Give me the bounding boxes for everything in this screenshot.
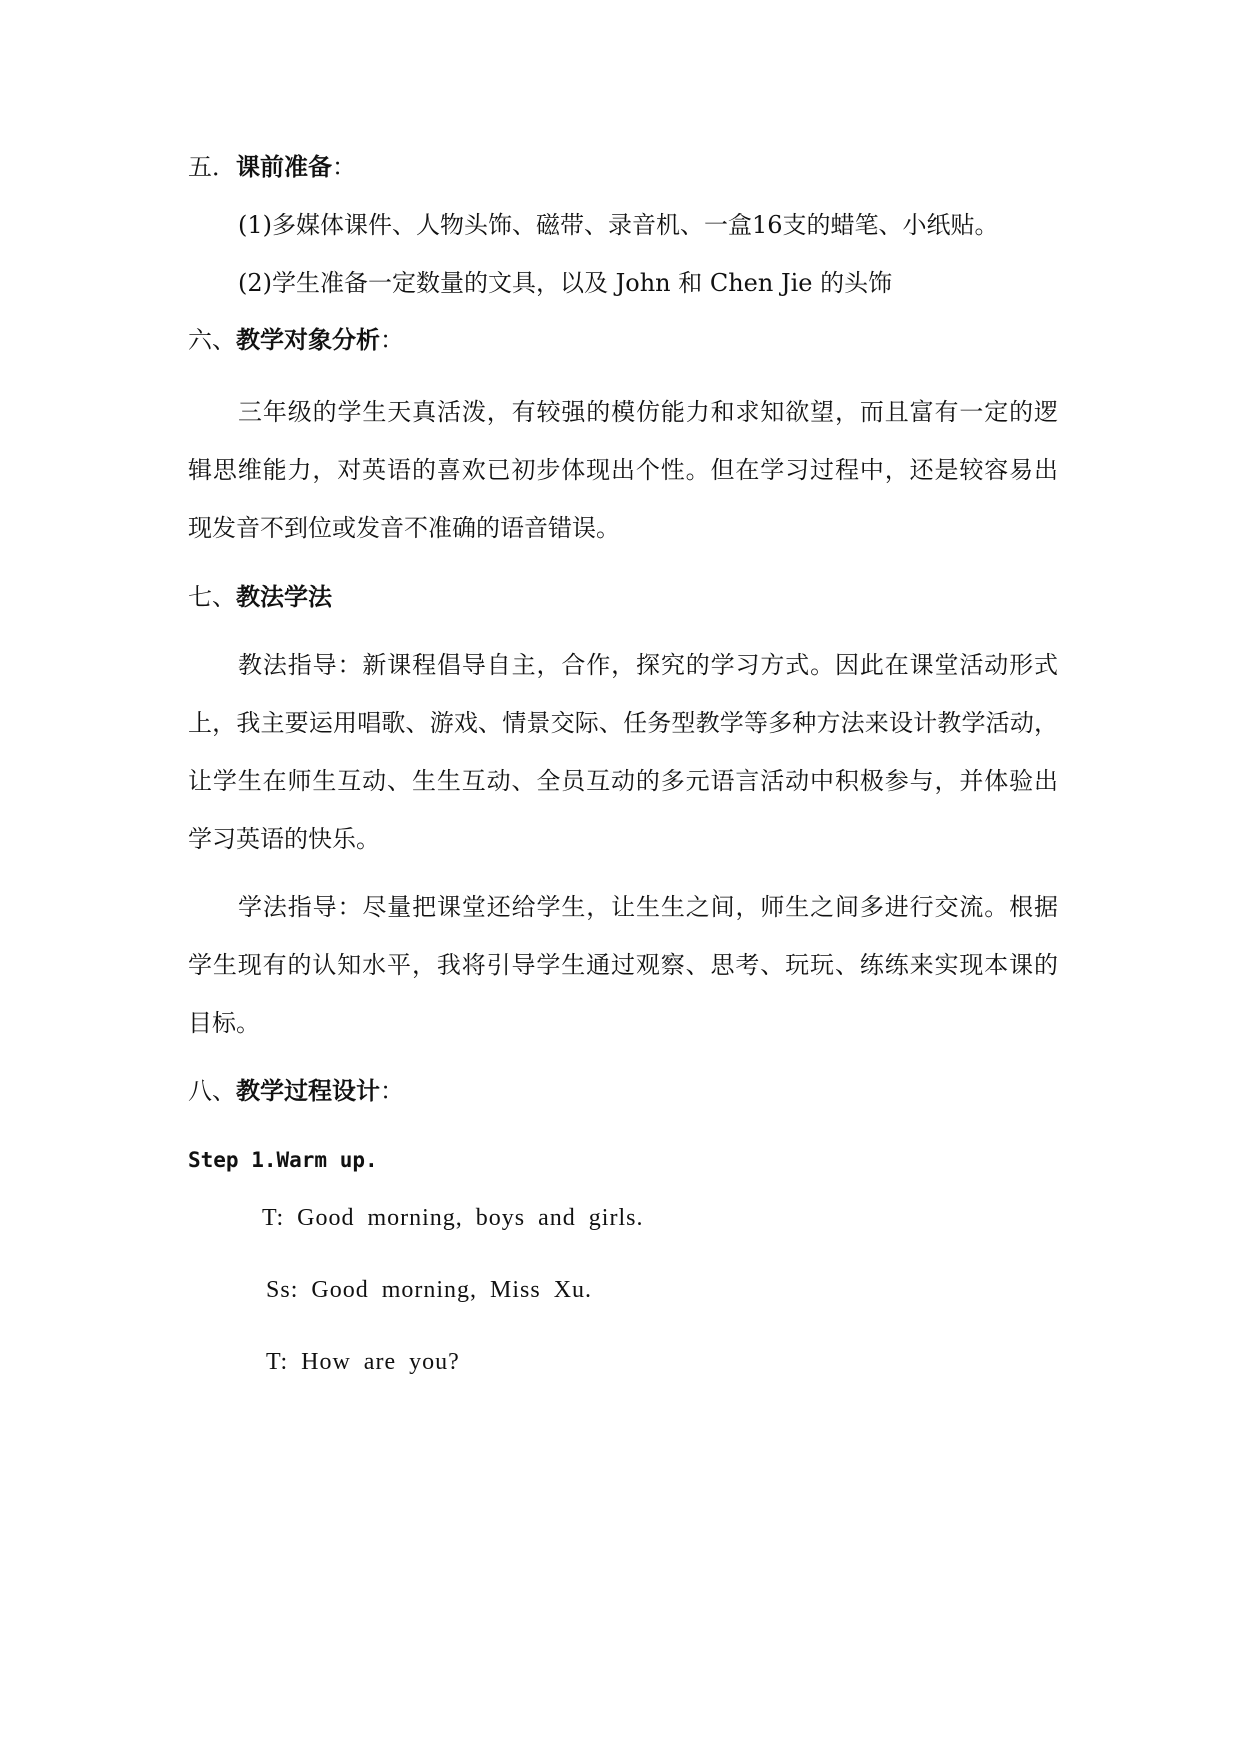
study-line-2: 学生现有的认知水平，我将引导学生通过观察、思考、玩玩、练练来实现本课的	[188, 951, 1058, 979]
step-1-heading: Step 1.Warm up.	[188, 1148, 378, 1172]
section-8-number: 八、	[188, 1077, 236, 1105]
study-line-3: 目标。	[188, 1009, 260, 1037]
method-line-3: 让学生在师生互动、生生互动、全员互动的多元语言活动中积极参与，并体验出	[188, 767, 1058, 795]
analysis-line-2: 辑思维能力，对英语的喜欢已初步体现出个性。但在学习过程中，还是较容易出	[188, 456, 1058, 484]
section-7-heading	[188, 582, 332, 612]
prep-item-2: (2)学生准备一定数量的文具，以及 John 和 Chen Jie 的头饰	[238, 269, 893, 297]
section-6-colon: ：	[380, 326, 404, 354]
section-8-title: 教学过程设计	[236, 1076, 380, 1105]
section-5-title: 课前准备	[236, 152, 332, 181]
section-5-colon: ：	[332, 153, 356, 181]
section-8-heading	[188, 1076, 404, 1106]
method-line-1: 教法指导：新课程倡导自主，合作，探究的学习方式。因此在课堂活动形式	[238, 651, 1058, 679]
analysis-line-3: 现发音不到位或发音不准确的语音错误。	[188, 514, 620, 542]
section-5-number: 五．	[188, 153, 236, 181]
analysis-line-1: 三年级的学生天真活泼，有较强的模仿能力和求知欲望，而且富有一定的逻	[238, 398, 1058, 426]
method-line-2: 上，我主要运用唱歌、游戏、情景交际、任务型教学等多种方法来设计教学活动，	[188, 709, 1058, 737]
dialog-line-2: Ss: Good morning, Miss Xu.	[266, 1277, 593, 1303]
section-6-number: 六、	[188, 326, 236, 354]
dialog-line-3: T: How are you?	[266, 1349, 460, 1375]
section-7-number: 七、	[188, 583, 236, 611]
section-6-title: 教学对象分析	[236, 325, 380, 354]
study-line-1: 学法指导：尽量把课堂还给学生，让生生之间，师生之间多进行交流。根据	[238, 893, 1058, 921]
dialog-line-1: T: Good morning, boys and girls.	[262, 1205, 644, 1231]
section-7-title: 教法学法	[236, 582, 332, 611]
prep-item-1: (1)多媒体课件、人物头饰、磁带、录音机、一盒16支的蜡笔、小纸贴。	[238, 211, 999, 239]
section-6-heading	[188, 325, 404, 355]
section-5-heading	[188, 152, 356, 182]
method-line-4: 学习英语的快乐。	[188, 825, 380, 853]
section-8-colon: ：	[380, 1077, 404, 1105]
